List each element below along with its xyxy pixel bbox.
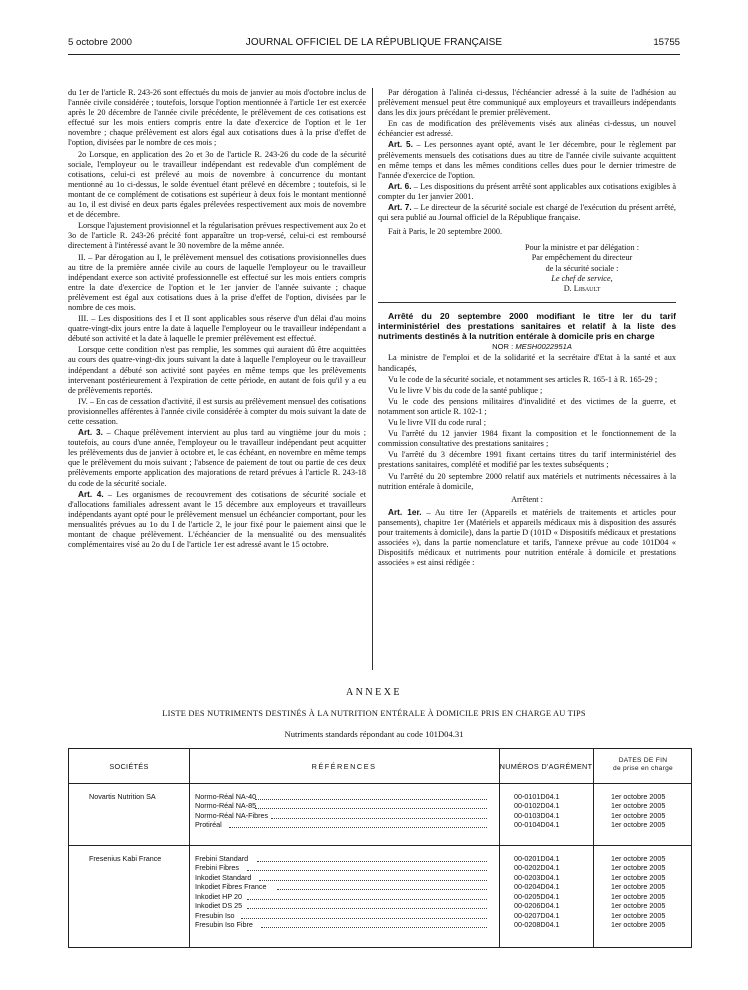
leader-dots [247,899,487,900]
article-6 [378,182,676,202]
article-1 [378,508,676,569]
header-rule [68,54,680,55]
agrement-number: 00-0206D04.1 [514,901,560,911]
leader-dots [255,808,487,809]
agrement-number: 00-0207D04.1 [514,910,560,920]
article-text: – Au titre Ier (Appareils et matériels de traitements et articles pour pansements), chapitre 1er (Matériels et appareils médicaux mis à disposition des assurés pour traitements à domicile), dans la partie D (101D « Dispositifs médicaux et prestations associées »), dans la partie nomenclature et tarifs, l'annexe prévue au code 101D04 « Dispositifs médicaux et nutriments pour nutrition entérale à domicile et prestations associées » est ainsi rédigée : [378,507,676,568]
reference-name: Protiréal [195,820,222,830]
annexe-subtitle-2: Nutriments standards répondant au code 101D04.31 [284,729,464,739]
reference-name: Fresubin Iso [195,910,235,920]
signature-line: Par empêchement du directeur [531,253,633,263]
end-date: 1er octobre 2005 [611,820,666,830]
leader-dots [247,908,487,909]
article-label: Art. 3. [78,428,103,438]
paragraph: Lorsque cette condition n'est pas remplie, les sommes qui auraient dû être acquittées au cours des quatre-vingt-dix jours suivant la date à laquelle l'employeur ou le travailleur indépendant a débuté son activité sont payées en même temps que les prélèvements intervenant postérieurement à l'expiration de cette période, en autant de fois qu'il y a eu de prélèvements reportés. [68,345,366,395]
end-date: 1er octobre 2005 [611,810,666,820]
leader-dots [277,889,487,890]
header-dates-line1: DATES DE FIN [618,757,668,764]
table-row [195,873,495,882]
leader-dots [271,818,487,819]
agrement-number: 00-0102D04.1 [514,801,560,811]
reference-name: Normo-Réal NA-40 [195,792,257,801]
article-label: Art. 6. [388,181,412,191]
article-7 [378,203,676,223]
agrement-number: 00-0103D04.1 [514,810,560,820]
arrete-title: Arrêté du 20 septembre 2000 modifiant le titre Ier du tarif interministériel des prestations sanitaires et relatif à la liste des nutriments destinés à la nutrition entérale à domicile pris en charge [378,310,676,342]
header-societes: SOCIÉTÉS [109,762,149,771]
column-divider [189,749,190,947]
reference-name: Inkodiet DS 25 [195,901,243,911]
paragraph: 2o Lorsque, en application des 2o et 3o de l'article R. 243-26 du code de la sécurité sociale, l'employeur ou le travailleur indépendant est redevable d'un complément de cotisations, celui-ci est prélevé au mois de novembre à concurrence du montant mentionné au 1o ci-dessus, le solde éventuel étant prélevé en décembre ; toutefois, si le montant de ce complément de cotisations est supérieur à deux fois le montant mentionné au 1o, il est divisé en deux parts égales prélevées respectivement aux mois de novembre et de décembre. [68,149,366,220]
end-date: 1er octobre 2005 [611,901,666,911]
numeros-group [514,854,560,930]
end-date: 1er octobre 2005 [611,792,666,801]
paragraph: Vu le code de la sécurité sociale, et notamment ses articles R. 165-1 à R. 165-29 ; [388,374,658,384]
page-number: 15755 [653,37,680,48]
header-row-rule [69,783,691,784]
nor-label: NOR : [492,342,516,352]
annexe-title: ANNEXE [345,687,403,698]
paragraph: Lorsque l'ajustement provisionnel et la régularisation prévues respectivement aux 2o et 3o de l'article R. 243-26 précité font apparaître un trop-versé, celui-ci est remboursé directement à l'intéressé avant le 30 novembre de la même année. [68,221,366,251]
agrement-number: 00-0203D04.1 [514,872,560,882]
societe-name: Fresenius Kabi France [89,854,162,863]
header-dates [593,757,693,773]
left-column [68,88,366,551]
table-row [195,820,495,829]
reference-name: Normo-Réal NA-85 [195,801,257,811]
end-date: 1er octobre 2005 [611,801,666,811]
end-date: 1er octobre 2005 [611,910,666,920]
agrement-number: 00-0104D04.1 [514,820,560,830]
reference-name: Normo-Réal NA-Fibres [195,810,269,820]
article-text: – Les organismes de recouvrement des cotisations de sécurité sociale et d'allocations familiales adressent avant le 15 décembre aux employeurs et travailleurs indépendants ayant opté pour le prélèvement mensuel un échéancier comportant, pour les mensualités prévues au 1o du I de l'article 2, le jour fixé pour le paiement ainsi que le montant de chaque prélèvement. L'échéancier de la mensualité ou des mensualités complémentaires visé au 2o du I de l'article 1er est adressé avant le 15 octobre. [68,489,366,550]
nor-code: MESH0022951A [515,342,572,352]
end-date: 1er octobre 2005 [611,854,666,863]
group-rule [69,845,691,846]
agrement-number: 00-0205D04.1 [514,891,560,901]
reference-name: Fresubin Iso Fibre [195,920,253,930]
end-date: 1er octobre 2005 [611,920,666,930]
table-row [195,811,495,820]
reference-name: Frebini Fibres [195,863,239,873]
paragraph: Vu le livre V bis du code de la santé publique ; [388,385,543,395]
column-separator [372,88,373,670]
column-divider [593,749,594,947]
article-text: – Les dispositions du présent arrêté sont applicables aux cotisations exigibles à compter du 1er janvier 2001. [378,181,676,201]
reference-name: Inkodiet Standard [195,872,252,882]
leader-dots [259,880,487,881]
table-row [195,882,495,891]
paragraph: Par dérogation à l'alinéa ci-dessus, l'échéancier adressé à la suite de l'adhésion au prélèvement mensuel peut être communiqué aux employeurs et travailleurs indépendants dans les dix jours précédant le premier prélèvement. [378,88,676,118]
signature-block [488,243,676,293]
table-row [195,920,495,929]
agrement-number: 00-0204D04.1 [514,882,560,892]
paragraph: du 1er de l'article R. 243-26 sont effectués du mois de janvier au mois d'octobre inclus de l'année civile considérée ; toutefois, lorsque l'option mentionnée à l'article 1er est exercée après le 20 décembre de l'année civile précédente, le prélèvement de ces cotisations est effectué sur les mois entiers compris entre la date d'exercice de l'option et le 1er novembre ; chaque prélèvement est alors égal aux cotisations dues à la prise d'effet de l'option, divisées par le nombre de ces mois ; [68,88,366,148]
journal-title: JOURNAL OFFICIEL DE LA RÉPUBLIQUE FRANÇAISE [245,37,503,48]
article-text: – Le directeur de la sécurité sociale est chargé de l'exécution du présent arrêté, qui sera publié au Journal officiel de la République française. [378,203,676,223]
signature-date: Fait à Paris, le 20 septembre 2000. [388,227,503,237]
header-references: RÉFÉRENCES [311,762,377,771]
societe-name: Novartis Nutrition SA [89,792,156,801]
paragraph: Vu le livre VII du code rural ; [388,418,487,428]
nutriments-table [68,748,692,948]
paragraph: Vu l'arrêté du 3 décembre 1991 fixant certains titres du tarif interministériel des prestations sanitaires, complété et modifié par les textes subséquents ; [378,450,676,470]
paragraph: Vu le code des pensions militaires d'invalidité et des victimes de la guerre, et notamment son article R. 102-1 ; [378,396,676,416]
nor-reference [378,342,676,352]
article-5 [378,140,676,180]
table-row [195,863,495,872]
paragraph: III. – Les dispositions des I et II sont applicables sous réserve d'un délai d'au moins quatre-vingt-dix jours entre la date à laquelle l'employeur ou le travailleur indépendant a débuté son activité et la date à laquelle le premier prélèvement est effectué. [68,314,366,344]
article-text: – Chaque prélèvement intervient au plus tard au vingtième jour du mois ; toutefois, au cours d'une année, l'employeur ou le travailleur indépendant peut acquitter les prélèvements dus de janvier à octobre et, le cas échéant, en novembre en même temps que le prélèvement du mois suivant ; l'absence de paiement de tout ou partie de ces deux prélèvements emporte application des majorations de retard prévues à l'article R. 243-18 du code de la sécurité sociale. [68,428,366,488]
leader-dots [247,870,487,871]
arretent: Arrêtent : [511,494,543,504]
agrement-number: 00-0101D04.1 [514,792,560,801]
end-date: 1er octobre 2005 [611,882,666,892]
leader-dots [255,799,487,800]
right-column [378,88,676,569]
reference-name: Inkodiet HP 20 [195,891,243,901]
reference-name: Inkodiet Fibres France [195,882,267,892]
paragraph: En cas de modification des prélèvements visés aux alinéas ci-dessus, un nouvel échéancier est adressé. [378,119,676,139]
header-numeros: NUMÉROS D'AGRÉMENT [499,762,593,771]
signature-line: Le chef de service, [551,273,613,283]
references-group [195,792,495,830]
paragraph: Vu l'arrêté du 20 septembre 2000 relatif aux matériels et nutriments nécessaires à la nutrition entérale à domicile, [378,471,676,491]
paragraph: Vu l'arrêté du 12 janvier 1984 fixant la composition et le fonctionnement de la commission consultative des prestations sanitaires ; [378,429,676,449]
table-row [195,854,495,863]
paragraph: II. – Par dérogation au I, le prélèvement mensuel des cotisations provisionnelles dues au titre de la première année civile au cours de laquelle l'employeur ou le travailleur indépendant exerce son activité professionnelle est effectué sur les mois entiers compris entre la date d'exercice de l'option et le 1er janvier de l'année suivante ; chaque prélèvement est égal aux cotisations dues à la prise d'effet de l'option, divisées par le nombre de ces mois. [68,252,366,312]
leader-dots [257,861,487,862]
leader-dots [261,927,487,928]
agrement-number: 00-0201D04.1 [514,854,560,863]
article-label: Art. 7. [388,203,412,213]
table-row [195,911,495,920]
dates-group [611,854,665,930]
leader-dots [241,918,487,919]
signature-line: de la sécurité sociale : [545,263,619,273]
header-dates-line2: de prise en charge [612,765,674,772]
agrement-number: 00-0208D04.1 [514,920,560,930]
signatory-name: D. Libault [563,283,601,293]
end-date: 1er octobre 2005 [611,872,666,882]
header-date: 5 octobre 2000 [68,37,133,48]
annexe-subtitle: LISTE DES NUTRIMENTS DESTINÉS À LA NUTRITION ENTÉRALE À DOMICILE PRIS EN CHARGE AU TIPS [162,709,586,718]
table-row [195,792,495,801]
agrement-number: 00-0202D04.1 [514,863,560,873]
table-row [195,801,495,810]
article-label: Art. 1er. [388,507,422,517]
section-divider [378,302,676,303]
end-date: 1er octobre 2005 [611,863,666,873]
article-text: – Les personnes ayant opté, avant le 1er décembre, pour le règlement par prélèvements mensuels des cotisations dues au titre de l'année civile suivante acquittent en même temps et dans les mêmes conditions celles dues pour le dernier trimestre de l'année d'exercice de l'option. [378,140,676,180]
end-date: 1er octobre 2005 [611,891,666,901]
page-header [68,37,680,51]
numeros-group [514,792,560,830]
column-divider [499,749,500,947]
table-row [195,892,495,901]
table-row [195,901,495,910]
paragraph: IV. – En cas de cessation d'activité, il est sursis au prélèvement mensuel des cotisations provisionnelles afférentes à l'année civile considérée à compter du mois suivant la date de cette cessation. [68,396,366,426]
references-group [195,854,495,930]
leader-dots [229,827,487,828]
paragraph: La ministre de l'emploi et de la solidarité et la secrétaire d'Etat à la santé et aux handicapés, [378,353,676,373]
article-4 [68,490,366,551]
article-label: Art. 5. [388,140,413,150]
reference-name: Frebini Standard [195,854,249,863]
dates-group [611,792,665,830]
article-label: Art. 4. [78,489,104,499]
article-3 [68,428,366,489]
signature-line: Pour la ministre et par délégation : [524,243,640,253]
